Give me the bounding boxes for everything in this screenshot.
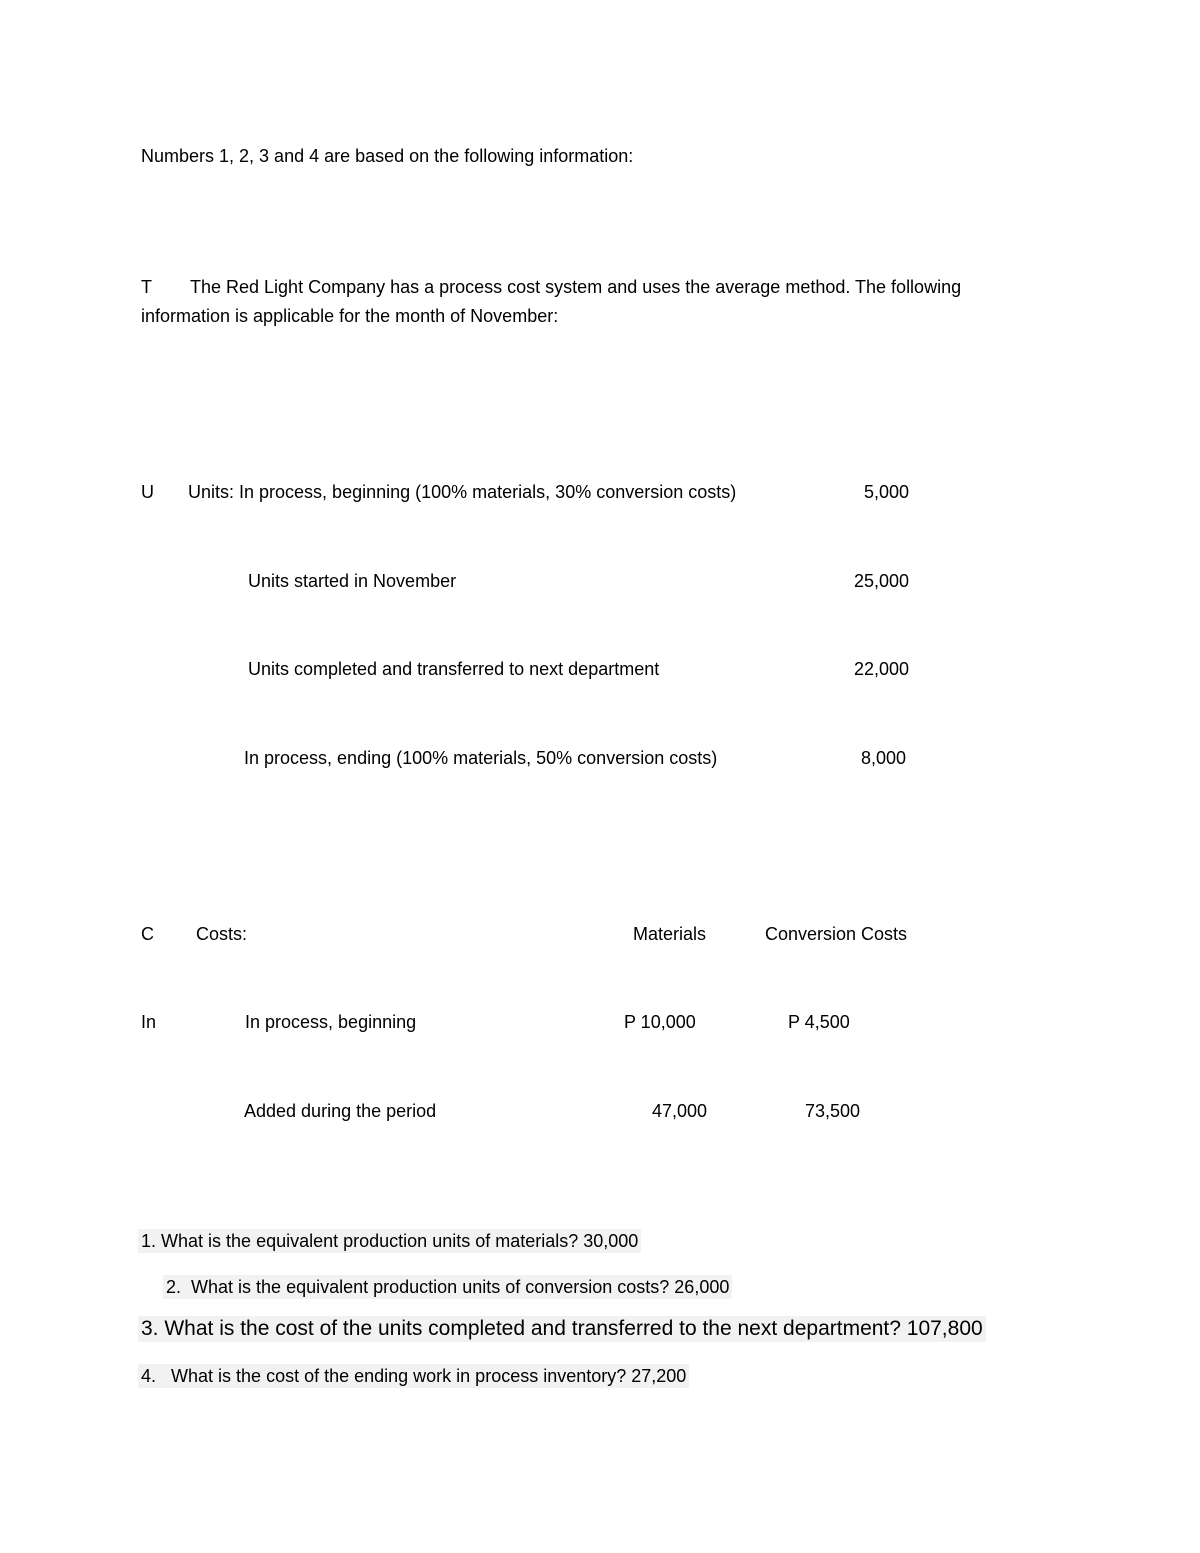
costs-row-materials: 47,000	[651, 1101, 707, 1121]
units-row-value: 8,000	[860, 748, 906, 768]
costs-row-conversion: 73,500	[804, 1101, 860, 1121]
column-header-materials: Materials	[633, 924, 707, 944]
question-1	[138, 1229, 641, 1253]
question-3	[138, 1316, 986, 1342]
intro-text: Numbers 1, 2, 3 and 4 are based on the following information:	[141, 146, 634, 166]
paragraph-line-1: The Red Light Company has a process cost system and uses the average method. The following	[190, 277, 962, 297]
question-number: 1.	[141, 1231, 157, 1251]
costs-label: Costs:	[196, 924, 248, 944]
units-row-label: In process, ending (100% materials, 50% conversion costs)	[244, 748, 718, 768]
units-row-label: Units completed and transferred to next department	[248, 659, 660, 679]
question-2	[163, 1275, 732, 1299]
costs-row-label: Added during the period	[244, 1101, 437, 1121]
question-text: What is the cost of the units completed and transferred to the next department? 107,800	[164, 1317, 983, 1340]
question-number: 3.	[141, 1317, 159, 1340]
question-text: What is the equivalent production units of materials? 30,000	[161, 1231, 639, 1251]
units-row-label: Units: In process, beginning (100% materials, 30% conversion costs)	[188, 482, 737, 502]
units-row-label: Units started in November	[248, 571, 457, 591]
column-header-conversion: Conversion Costs	[765, 924, 908, 944]
units-marker: U	[141, 482, 154, 502]
costs-row-marker: In	[141, 1012, 157, 1032]
question-4	[138, 1364, 689, 1388]
costs-row-conversion: P 4,500	[788, 1012, 850, 1032]
units-row-value: 25,000	[853, 571, 909, 591]
costs-row-materials: P 10,000	[624, 1012, 696, 1032]
paragraph-line-2: information is applicable for the month of November:	[141, 306, 559, 326]
costs-marker: C	[141, 924, 154, 944]
units-row-value: 22,000	[853, 659, 909, 679]
units-row-value: 5,000	[863, 482, 909, 502]
question-text: What is the equivalent production units of conversion costs? 26,000	[191, 1277, 730, 1297]
question-text: What is the cost of the ending work in process inventory? 27,200	[171, 1366, 687, 1386]
question-number: 2.	[166, 1277, 182, 1297]
costs-row-label: In process, beginning	[245, 1012, 417, 1032]
paragraph-marker: T	[141, 277, 152, 297]
question-number: 4.	[141, 1366, 157, 1386]
